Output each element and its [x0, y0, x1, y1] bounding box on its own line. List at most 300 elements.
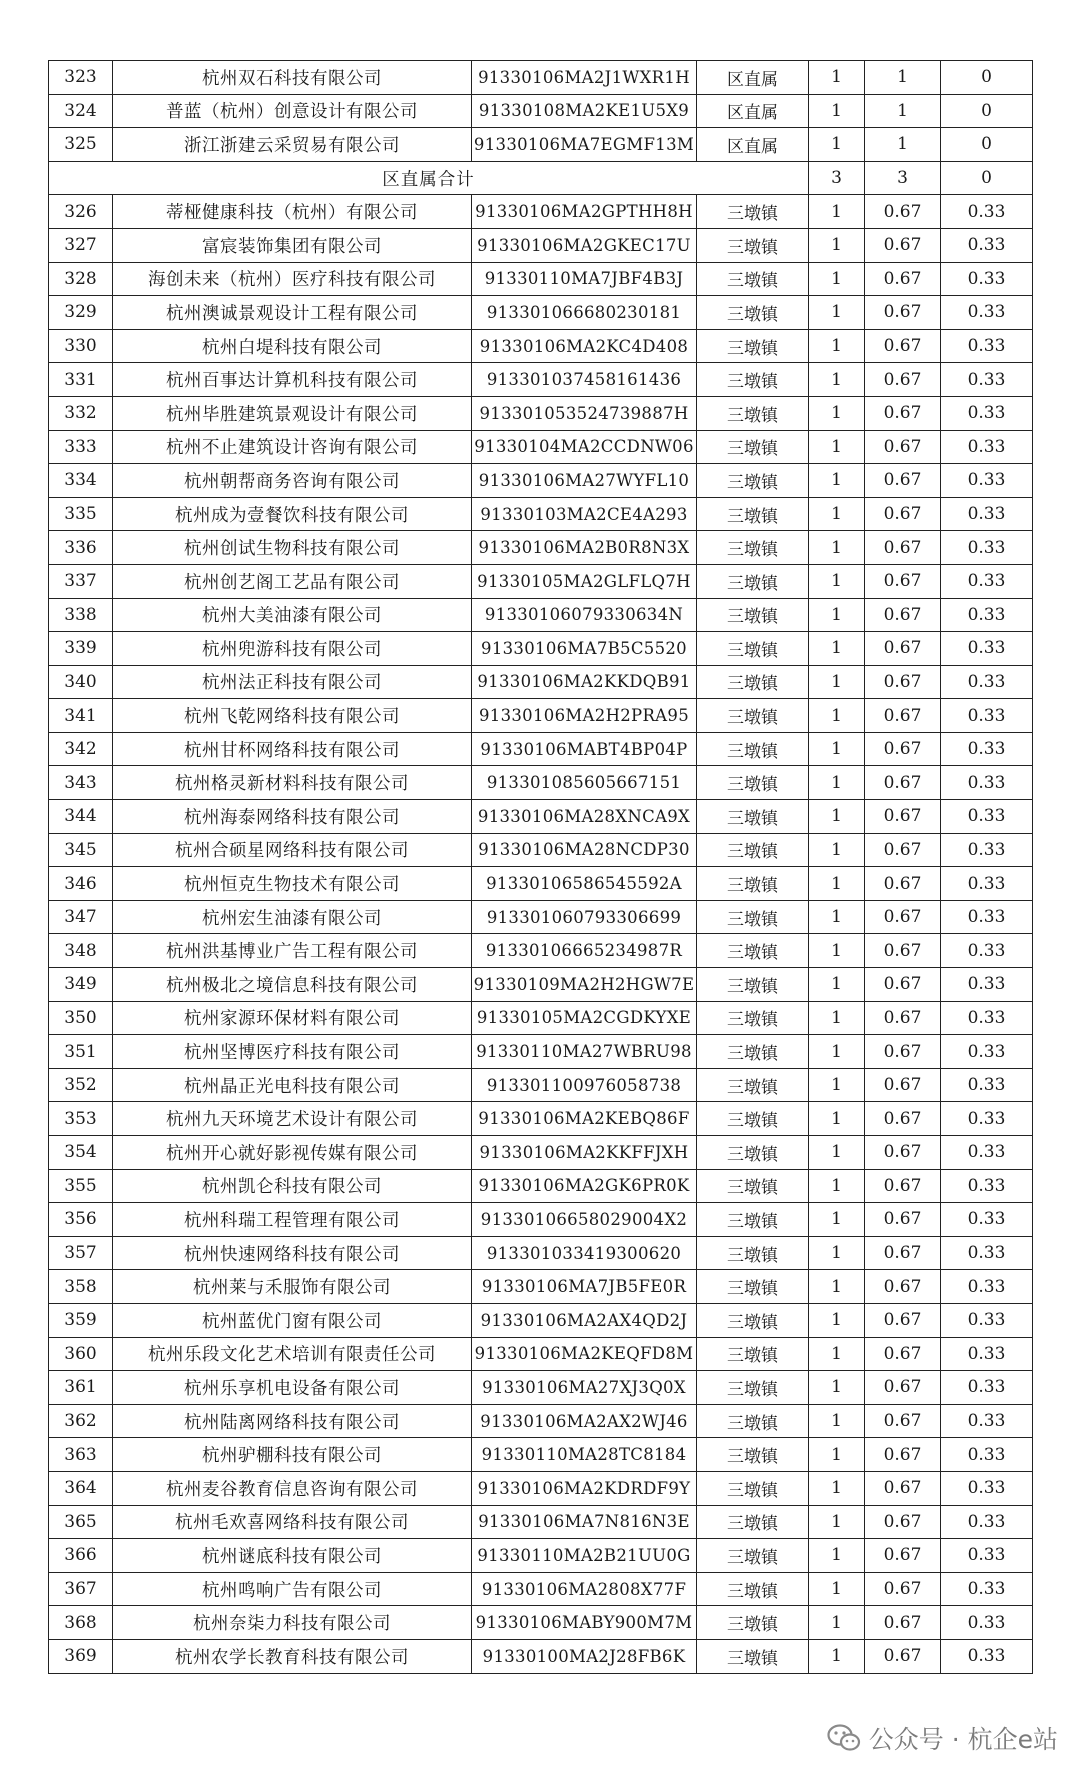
row-number: 368	[49, 1606, 113, 1640]
credit-code: 91330106079330634N	[472, 598, 697, 632]
table-row	[49, 1169, 1033, 1203]
count-2: 0.67	[865, 867, 941, 901]
count-3: 0.33	[941, 1471, 1033, 1505]
count-3: 0.33	[941, 497, 1033, 531]
count-1: 1	[809, 800, 865, 834]
count-2: 0.67	[865, 564, 941, 598]
count-2: 0.67	[865, 1303, 941, 1337]
count-3: 0.33	[941, 1035, 1033, 1069]
count-3: 0.33	[941, 968, 1033, 1002]
count-1: 1	[809, 1169, 865, 1203]
count-3: 0.33	[941, 699, 1033, 733]
row-number: 328	[49, 262, 113, 296]
row-number: 363	[49, 1438, 113, 1472]
company-name: 杭州格灵新材料科技有限公司	[113, 766, 472, 800]
count-2: 0.67	[865, 833, 941, 867]
count-2: 1	[865, 61, 941, 95]
count-2: 0.67	[865, 228, 941, 262]
count-3: 0.33	[941, 1136, 1033, 1170]
credit-code: 91330106MA27WYFL10	[472, 464, 697, 498]
credit-code: 913301085605667151	[472, 766, 697, 800]
table-row	[49, 665, 1033, 699]
row-number: 327	[49, 228, 113, 262]
count-2: 0.67	[865, 1035, 941, 1069]
count-3: 0.33	[941, 632, 1033, 666]
table-row	[49, 1371, 1033, 1405]
count-1: 1	[809, 430, 865, 464]
row-number: 346	[49, 867, 113, 901]
count-3: 0.33	[941, 1371, 1033, 1405]
subtotal-count-3: 0	[941, 161, 1033, 195]
row-number: 359	[49, 1303, 113, 1337]
area: 三墩镇	[697, 1035, 809, 1069]
company-name: 杭州家源环保材料有限公司	[113, 1001, 472, 1035]
count-2: 1	[865, 94, 941, 128]
area: 三墩镇	[697, 1505, 809, 1539]
company-name: 杭州快速网络科技有限公司	[113, 1236, 472, 1270]
area: 三墩镇	[697, 1371, 809, 1405]
table-row	[49, 1035, 1033, 1069]
count-1: 1	[809, 934, 865, 968]
credit-code: 91330110MA27WBRU98	[472, 1035, 697, 1069]
row-number: 329	[49, 296, 113, 330]
count-2: 0.67	[865, 262, 941, 296]
count-2: 0.67	[865, 1572, 941, 1606]
count-1: 1	[809, 867, 865, 901]
count-1: 1	[809, 128, 865, 162]
row-number: 361	[49, 1371, 113, 1405]
company-name: 杭州恒克生物技术有限公司	[113, 867, 472, 901]
company-name: 杭州陆离网络科技有限公司	[113, 1404, 472, 1438]
area: 三墩镇	[697, 598, 809, 632]
area: 三墩镇	[697, 1337, 809, 1371]
company-name: 杭州海泰网络科技有限公司	[113, 800, 472, 834]
watermark-text: 公众号 · 杭企e站	[868, 1725, 1058, 1754]
area: 三墩镇	[697, 1068, 809, 1102]
credit-code: 91330106MA2808X77F	[472, 1572, 697, 1606]
subtotal-count-1: 3	[809, 161, 865, 195]
company-name: 杭州奈柒力科技有限公司	[113, 1606, 472, 1640]
area: 三墩镇	[697, 632, 809, 666]
row-number: 360	[49, 1337, 113, 1371]
table-row	[49, 497, 1033, 531]
row-number: 323	[49, 61, 113, 95]
company-name: 杭州凯仑科技有限公司	[113, 1169, 472, 1203]
count-3: 0.33	[941, 766, 1033, 800]
count-3: 0.33	[941, 396, 1033, 430]
row-number: 366	[49, 1539, 113, 1573]
credit-code: 91330105MA2GLFLQ7H	[472, 564, 697, 598]
credit-code: 91330110MA7JBF4B3J	[472, 262, 697, 296]
company-name: 杭州大美油漆有限公司	[113, 598, 472, 632]
count-1: 1	[809, 497, 865, 531]
count-2: 0.67	[865, 464, 941, 498]
area: 三墩镇	[697, 1001, 809, 1035]
count-1: 1	[809, 732, 865, 766]
count-2: 0.67	[865, 1203, 941, 1237]
area: 三墩镇	[697, 934, 809, 968]
count-2: 0.67	[865, 699, 941, 733]
area: 三墩镇	[697, 800, 809, 834]
table-row	[49, 464, 1033, 498]
row-number: 345	[49, 833, 113, 867]
count-2: 0.67	[865, 1505, 941, 1539]
table-row	[49, 1337, 1033, 1371]
count-1: 1	[809, 833, 865, 867]
area: 三墩镇	[697, 497, 809, 531]
table-row	[49, 329, 1033, 363]
row-number: 342	[49, 732, 113, 766]
count-1: 1	[809, 1203, 865, 1237]
company-name: 普蓝（杭州）创意设计有限公司	[113, 94, 472, 128]
count-3: 0.33	[941, 564, 1033, 598]
row-number: 334	[49, 464, 113, 498]
credit-code: 91330106MA2KDRDF9Y	[472, 1471, 697, 1505]
credit-code: 91330106MA7B5C5520	[472, 632, 697, 666]
credit-code: 91330110MA2B21UU0G	[472, 1539, 697, 1573]
table-row	[49, 1471, 1033, 1505]
credit-code: 91330106MA2KKFFJXH	[472, 1136, 697, 1170]
company-name: 杭州创试生物科技有限公司	[113, 531, 472, 565]
count-1: 1	[809, 1438, 865, 1472]
company-name: 杭州晶正光电科技有限公司	[113, 1068, 472, 1102]
count-1: 1	[809, 296, 865, 330]
credit-code: 91330106MA2GK6PR0K	[472, 1169, 697, 1203]
company-name: 杭州九天环境艺术设计有限公司	[113, 1102, 472, 1136]
row-number: 351	[49, 1035, 113, 1069]
count-1: 1	[809, 665, 865, 699]
count-2: 0.67	[865, 363, 941, 397]
count-3: 0.33	[941, 1102, 1033, 1136]
row-number: 369	[49, 1639, 113, 1673]
area: 三墩镇	[697, 1102, 809, 1136]
row-number: 338	[49, 598, 113, 632]
count-2: 0.67	[865, 1639, 941, 1673]
count-1: 1	[809, 1572, 865, 1606]
count-1: 1	[809, 1236, 865, 1270]
credit-code: 91330108MA2KE1U5X9	[472, 94, 697, 128]
area: 三墩镇	[697, 564, 809, 598]
company-name: 海创未来（杭州）医疗科技有限公司	[113, 262, 472, 296]
count-2: 0.67	[865, 968, 941, 1002]
count-2: 0.67	[865, 934, 941, 968]
count-1: 1	[809, 766, 865, 800]
credit-code: 91330100MA2J28FB6K	[472, 1639, 697, 1673]
row-number: 348	[49, 934, 113, 968]
count-1: 1	[809, 1371, 865, 1405]
row-number: 337	[49, 564, 113, 598]
area: 三墩镇	[697, 968, 809, 1002]
row-number: 356	[49, 1203, 113, 1237]
table-row	[49, 1136, 1033, 1170]
count-2: 0.67	[865, 1270, 941, 1304]
count-3: 0.33	[941, 1404, 1033, 1438]
company-name: 杭州宏生油漆有限公司	[113, 900, 472, 934]
company-name: 杭州毛欢喜网络科技有限公司	[113, 1505, 472, 1539]
credit-code: 91330104MA2CCDNW06	[472, 430, 697, 464]
count-2: 0.67	[865, 900, 941, 934]
table-row	[49, 564, 1033, 598]
count-1: 1	[809, 363, 865, 397]
count-3: 0.33	[941, 296, 1033, 330]
table-body	[49, 61, 1033, 1674]
company-name: 杭州创艺阁工艺品有限公司	[113, 564, 472, 598]
count-2: 0.67	[865, 1169, 941, 1203]
count-3: 0.33	[941, 464, 1033, 498]
area: 三墩镇	[697, 1539, 809, 1573]
count-3: 0.33	[941, 1438, 1033, 1472]
company-name: 杭州乐段文化艺术培训有限责任公司	[113, 1337, 472, 1371]
count-2: 0.67	[865, 430, 941, 464]
credit-code: 91330106MA2KC4D408	[472, 329, 697, 363]
credit-code: 91330106MA27XJ3Q0X	[472, 1371, 697, 1405]
count-1: 1	[809, 1068, 865, 1102]
company-name: 杭州坚博医疗科技有限公司	[113, 1035, 472, 1069]
credit-code: 913301037458161436	[472, 363, 697, 397]
area: 三墩镇	[697, 363, 809, 397]
area: 区直属	[697, 94, 809, 128]
table-row	[49, 531, 1033, 565]
count-3: 0.33	[941, 262, 1033, 296]
count-1: 1	[809, 464, 865, 498]
row-number: 344	[49, 800, 113, 834]
row-number: 350	[49, 1001, 113, 1035]
table-row	[49, 1505, 1033, 1539]
company-name: 杭州洪基博业广告工程有限公司	[113, 934, 472, 968]
company-name: 浙江浙建云采贸易有限公司	[113, 128, 472, 162]
count-1: 1	[809, 1136, 865, 1170]
credit-code: 91330106MA2H2PRA95	[472, 699, 697, 733]
table-row	[49, 1236, 1033, 1270]
count-2: 0.67	[865, 1236, 941, 1270]
count-1: 1	[809, 564, 865, 598]
company-name: 杭州兜游科技有限公司	[113, 632, 472, 666]
credit-code: 91330110MA28TC8184	[472, 1438, 697, 1472]
table-row	[49, 1438, 1033, 1472]
company-name: 杭州开心就好影视传媒有限公司	[113, 1136, 472, 1170]
count-3: 0.33	[941, 1236, 1033, 1270]
table-row	[49, 262, 1033, 296]
table-row	[49, 1606, 1033, 1640]
company-name: 杭州谜底科技有限公司	[113, 1539, 472, 1573]
table-row	[49, 1102, 1033, 1136]
company-name: 杭州不止建筑设计咨询有限公司	[113, 430, 472, 464]
row-number: 365	[49, 1505, 113, 1539]
row-number: 324	[49, 94, 113, 128]
table-row	[49, 396, 1033, 430]
count-1: 1	[809, 699, 865, 733]
count-1: 1	[809, 1001, 865, 1035]
count-3: 0.33	[941, 1001, 1033, 1035]
area: 三墩镇	[697, 900, 809, 934]
company-name: 杭州合硕星网络科技有限公司	[113, 833, 472, 867]
table-row	[49, 968, 1033, 1002]
area: 三墩镇	[697, 228, 809, 262]
count-2: 0.67	[865, 632, 941, 666]
company-name: 杭州莱与禾服饰有限公司	[113, 1270, 472, 1304]
table-row	[49, 1539, 1033, 1573]
company-name: 杭州双石科技有限公司	[113, 61, 472, 95]
company-name: 蒂桠健康科技（杭州）有限公司	[113, 195, 472, 229]
area: 三墩镇	[697, 1639, 809, 1673]
count-3: 0.33	[941, 1270, 1033, 1304]
row-number: 352	[49, 1068, 113, 1102]
count-3: 0	[941, 94, 1033, 128]
row-number: 347	[49, 900, 113, 934]
area: 三墩镇	[697, 1169, 809, 1203]
company-name: 杭州法正科技有限公司	[113, 665, 472, 699]
area: 三墩镇	[697, 1438, 809, 1472]
row-number: 367	[49, 1572, 113, 1606]
count-2: 0.67	[865, 1539, 941, 1573]
row-number: 362	[49, 1404, 113, 1438]
area: 三墩镇	[697, 430, 809, 464]
credit-code: 913301060793306699	[472, 900, 697, 934]
count-1: 1	[809, 1505, 865, 1539]
company-name: 杭州飞乾网络科技有限公司	[113, 699, 472, 733]
table-row	[49, 598, 1033, 632]
area: 三墩镇	[697, 1203, 809, 1237]
area: 三墩镇	[697, 1606, 809, 1640]
table-row	[49, 766, 1033, 800]
table-row	[49, 1203, 1033, 1237]
count-2: 0.67	[865, 195, 941, 229]
table-row	[49, 430, 1033, 464]
table-row	[49, 900, 1033, 934]
credit-code: 913301066680230181	[472, 296, 697, 330]
company-name: 杭州麦谷教育信息咨询有限公司	[113, 1471, 472, 1505]
area: 三墩镇	[697, 1136, 809, 1170]
credit-code: 91330106MA7JB5FE0R	[472, 1270, 697, 1304]
row-number: 343	[49, 766, 113, 800]
credit-code: 91330109MA2H2HGW7E	[472, 968, 697, 1002]
area: 三墩镇	[697, 296, 809, 330]
count-2: 0.67	[865, 1337, 941, 1371]
area: 三墩镇	[697, 1303, 809, 1337]
credit-code: 91330106MA2AX2WJ46	[472, 1404, 697, 1438]
company-name: 杭州毕胜建筑景观设计有限公司	[113, 396, 472, 430]
count-3: 0.33	[941, 1337, 1033, 1371]
count-1: 1	[809, 396, 865, 430]
table-row	[49, 363, 1033, 397]
table-row	[49, 94, 1033, 128]
count-1: 1	[809, 195, 865, 229]
wechat-icon	[827, 1723, 861, 1753]
table-row	[49, 732, 1033, 766]
credit-code: 91330106665234987R	[472, 934, 697, 968]
count-2: 0.67	[865, 766, 941, 800]
count-2: 0.67	[865, 1068, 941, 1102]
subtotal-row	[49, 161, 1033, 195]
company-name: 杭州成为壹餐饮科技有限公司	[113, 497, 472, 531]
area: 区直属	[697, 128, 809, 162]
count-3: 0.33	[941, 1303, 1033, 1337]
table-row	[49, 228, 1033, 262]
count-3: 0.33	[941, 833, 1033, 867]
count-3: 0.33	[941, 1068, 1033, 1102]
company-name: 杭州朝帮商务咨询有限公司	[113, 464, 472, 498]
area: 三墩镇	[697, 1404, 809, 1438]
credit-code: 91330106MABY900M7M	[472, 1606, 697, 1640]
count-2: 0.67	[865, 665, 941, 699]
table-row	[49, 867, 1033, 901]
row-number: 354	[49, 1136, 113, 1170]
area: 三墩镇	[697, 867, 809, 901]
count-2: 0.67	[865, 598, 941, 632]
credit-code: 91330106MA7EGMF13M	[472, 128, 697, 162]
area: 三墩镇	[697, 464, 809, 498]
count-3: 0.33	[941, 195, 1033, 229]
table-row	[49, 296, 1033, 330]
table-row	[49, 1639, 1033, 1673]
count-3: 0.33	[941, 1606, 1033, 1640]
row-number: 326	[49, 195, 113, 229]
count-3: 0.33	[941, 1539, 1033, 1573]
table-row	[49, 800, 1033, 834]
company-name: 杭州白堤科技有限公司	[113, 329, 472, 363]
count-3: 0.33	[941, 430, 1033, 464]
table-row	[49, 61, 1033, 95]
count-3: 0.33	[941, 598, 1033, 632]
area: 三墩镇	[697, 833, 809, 867]
row-number: 325	[49, 128, 113, 162]
credit-code: 913301053524739887H	[472, 396, 697, 430]
count-2: 0.67	[865, 1438, 941, 1472]
credit-code: 91330106586545592A	[472, 867, 697, 901]
credit-code: 91330106MABT4BP04P	[472, 732, 697, 766]
count-1: 1	[809, 228, 865, 262]
table-row	[49, 1572, 1033, 1606]
count-3: 0.33	[941, 363, 1033, 397]
count-3: 0.33	[941, 1639, 1033, 1673]
count-3: 0.33	[941, 329, 1033, 363]
row-number: 336	[49, 531, 113, 565]
count-1: 1	[809, 1337, 865, 1371]
table-row	[49, 632, 1033, 666]
row-number: 341	[49, 699, 113, 733]
area: 三墩镇	[697, 1270, 809, 1304]
watermark	[827, 1720, 1058, 1756]
count-1: 1	[809, 1270, 865, 1304]
row-number: 330	[49, 329, 113, 363]
count-3: 0.33	[941, 934, 1033, 968]
table-row	[49, 1303, 1033, 1337]
company-name: 杭州鸣响广告有限公司	[113, 1572, 472, 1606]
count-3: 0.33	[941, 1505, 1033, 1539]
count-3: 0.33	[941, 732, 1033, 766]
count-3: 0.33	[941, 900, 1033, 934]
count-1: 1	[809, 1471, 865, 1505]
company-name: 杭州澳诚景观设计工程有限公司	[113, 296, 472, 330]
count-1: 1	[809, 968, 865, 1002]
count-3: 0.33	[941, 531, 1033, 565]
count-2: 0.67	[865, 1102, 941, 1136]
count-1: 1	[809, 1035, 865, 1069]
count-1: 1	[809, 1606, 865, 1640]
count-3: 0.33	[941, 228, 1033, 262]
company-name: 杭州蓝优门窗有限公司	[113, 1303, 472, 1337]
row-number: 353	[49, 1102, 113, 1136]
count-3: 0.33	[941, 1169, 1033, 1203]
table-row	[49, 833, 1033, 867]
count-1: 1	[809, 61, 865, 95]
company-name: 杭州驴棚科技有限公司	[113, 1438, 472, 1472]
credit-code: 91330106MA2B0R8N3X	[472, 531, 697, 565]
area: 三墩镇	[697, 195, 809, 229]
count-2: 0.67	[865, 800, 941, 834]
subtotal-label: 区直属合计	[49, 161, 809, 195]
row-number: 355	[49, 1169, 113, 1203]
